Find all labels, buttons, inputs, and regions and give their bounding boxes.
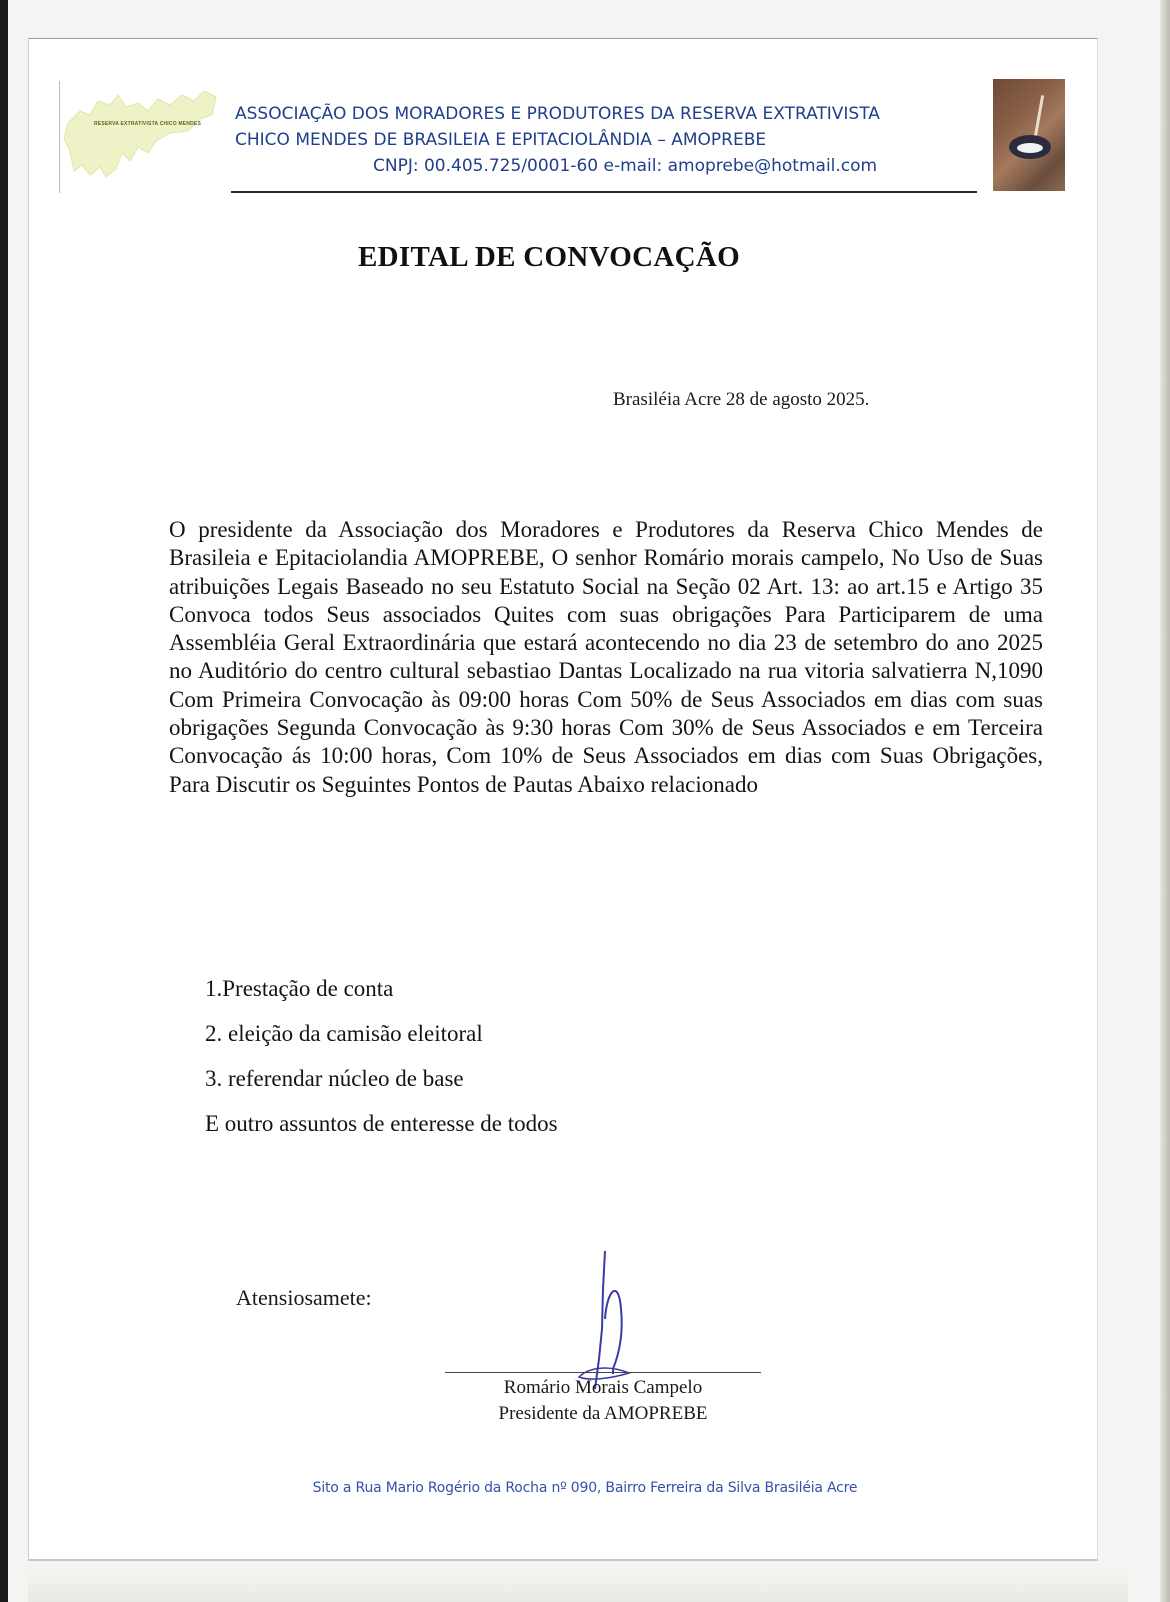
- agenda-item: 3. referendar núcleo de base: [205, 1066, 464, 1091]
- agenda-list: [205, 974, 558, 1154]
- logo: [59, 81, 220, 193]
- org-name-line1: ASSOCIAÇÃO DOS MORADORES E PRODUTORES DA RESERVA EXTRATIVISTA: [235, 104, 880, 124]
- left-edge: [0, 0, 8, 1602]
- place-date: Brasiléia Acre 28 de agosto 2025.: [613, 389, 870, 410]
- document-page: [28, 38, 1098, 1561]
- signature-line: [445, 1372, 761, 1373]
- signatory: [445, 1375, 761, 1427]
- agenda-item: 2. eleição da camisão eleitoral: [205, 1021, 483, 1046]
- agenda-item: 1.Prestação de conta: [205, 976, 394, 1001]
- organization-header: [235, 101, 975, 179]
- rubber-tree-latex-cup-photo: [993, 79, 1065, 191]
- logo-caption: RESERVA EXTRATIVISTA CHICO MENDES: [94, 121, 201, 127]
- org-contact: CNPJ: 00.405.725/0001-60 e-mail: amoprebe@hotmail.com: [373, 156, 878, 176]
- agenda-item: E outro assuntos de enteresse de todos: [205, 1111, 558, 1136]
- map-of-reserve-icon: [60, 81, 220, 193]
- right-edge: [1160, 0, 1170, 1602]
- latex-pool: [1017, 143, 1043, 153]
- org-name-line2: CHICO MENDES DE BRASILEIA E EPITACIOLÂNDIA – AMOPREBE: [235, 130, 767, 150]
- signatory-role: Presidente da AMOPREBE: [498, 1403, 708, 1424]
- header-divider: [231, 191, 977, 193]
- footer-address: Sito a Rua Mario Rogério da Rocha nº 090, Bairro Ferreira da Silva Brasiléia Acre: [312, 1480, 858, 1496]
- closing-salutation: Atensiosamete:: [236, 1285, 372, 1310]
- document-title: EDITAL DE CONVOCAÇÃO: [358, 241, 740, 273]
- signatory-name: Romário Morais Campelo: [503, 1377, 703, 1398]
- page-shadow: [28, 1568, 1128, 1602]
- convocation-body: O presidente da Associação dos Moradores e Produtores da Reserva Chico Mendes de Brasileia e Epitaciolandia AMOPREBE, O senhor Romário morais campelo, No Uso de Suas atribuições Legais Baseado no seu Estatuto Social na Seção 02 Art. 13: ao art.15 e Artigo 35 Convoca todos Seus associados Quites com suas obrigações Para Participarem de uma Assembléia Geral Extraordinária que estará acontecendo no dia 23 de setembro do ano 2025 no Auditório do centro cultural sebastiao Dantas Localizado na rua vitoria salvatierra N,1090 Com Primeira Convocação às 09:00 horas Com 50% de Seus Associados em dias com suas obrigações Segunda Convocação às 9:30 horas Com 30% de Seus Associados e em Terceira Convocação ás 10:00 horas, Com 10% de Seus Associados em dias com Suas Obrigações, Para Discutir os Seguintes Pontos de Pautas Abaixo relacionado: [169, 517, 1043, 797]
